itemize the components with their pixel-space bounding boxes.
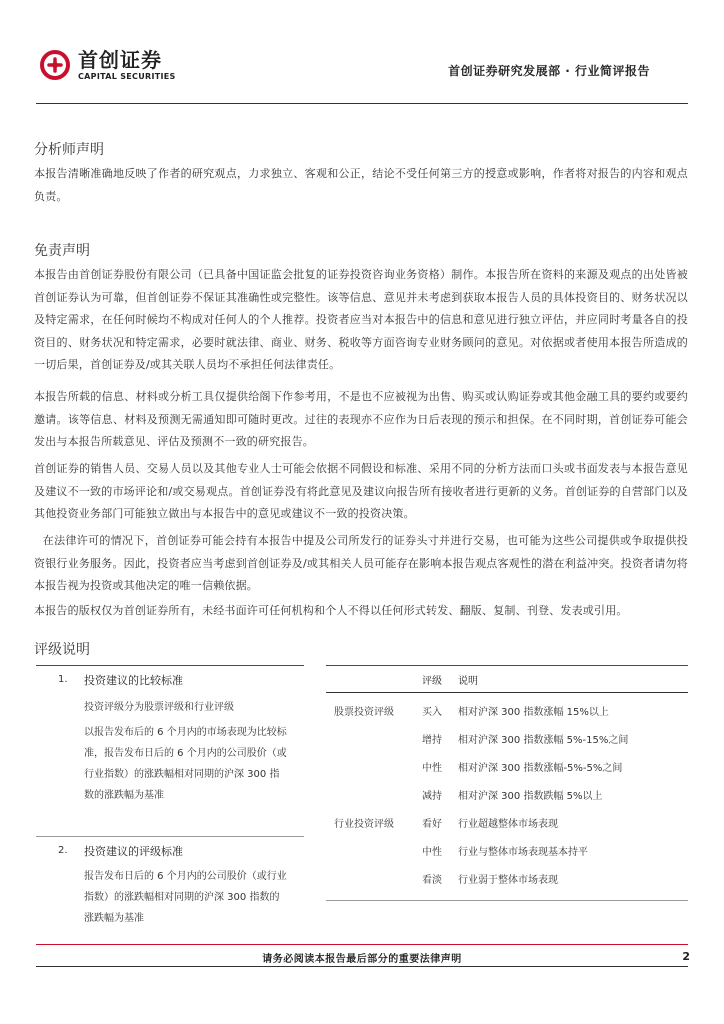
- report-header-title: 首创证券研究发展部 · 行业简评报告: [448, 64, 650, 78]
- rating-left-top-rule: [36, 665, 304, 666]
- rating-title: 评级说明: [34, 642, 90, 658]
- rating-item-heading: 投资建议的比较标准: [84, 674, 183, 687]
- rating-table-header-rule: [326, 692, 688, 693]
- rating-table-grade: 看好: [422, 819, 442, 830]
- rating-table-desc: 相对沪深 300 指数跌幅 5%以上: [458, 791, 603, 802]
- disclaimer-paragraph: 本报告由首创证券股份有限公司（已具备中国证监会批复的证券投资咨询业务资格）制作。本报告所在资料的来源及观点的出处皆被首创证券认为可靠，但首创证券不保证其准确性或完整性。该等信息、意见并未考虑到获取本报告人员的具体投资目的、财务状况以及特定需求，在任何时候均不构成对任何人的个人推荐。投资者应当对本报告中的信息和意见进行独立评估，并应同时考量各自的投资目的、财务状况和特定需求，必要时就法律、商业、财务、税收等方面咨询专业财务顾问的意见。对依据或者使用本报告所造成的一切后果，首创证券及/或其关联人员均不承担任何法律责任。: [34, 268, 688, 371]
- disclaimer-title: 免责声明: [34, 243, 90, 259]
- rating-table-desc: 相对沪深 300 指数涨幅 5%-15%之间: [458, 735, 629, 746]
- rating-table-grade: 买入: [422, 707, 442, 718]
- page-number: 2: [682, 950, 690, 963]
- rating-table-grade: 中性: [422, 763, 442, 774]
- disclaimer-paragraph: 本报告所载的信息、材料或分析工具仅提供给阁下作参考用，不是也不应被视为出售、购买或认购证券或其他金融工具的要约或要约邀请。该等信息、材料及预测无需通知即可随时更改。过往的表现亦不应作为日后表现的预示和担保。在不同时期，首创证券可能会发出与本报告所载意见、评估及预测不一致的研究报告。: [34, 390, 688, 448]
- analyst-statement-title: 分析师声明: [34, 142, 104, 158]
- rating-item-line: 以报告发布后的 6 个月内的市场表现为比较标准，报告发布日后的 6 个月内的公司股价（或行业指数）的涨跌幅相对同期的沪深 300 指数的涨跌幅为基准: [84, 727, 287, 801]
- header-divider: [36, 103, 688, 104]
- rating-item-line: 投资评级分为股票评级和行业评级: [84, 702, 234, 713]
- rating-table-desc: 相对沪深 300 指数涨幅 15%以上: [458, 707, 609, 718]
- rating-item-heading: 投资建议的评级标准: [84, 845, 183, 858]
- rating-table-desc: 行业弱于整体市场表现: [458, 875, 558, 886]
- footer-red-rule: [36, 944, 688, 945]
- rating-table-top-rule: [326, 665, 688, 666]
- rating-item-line: 报告发布日后的 6 个月内的公司股价（或行业指数）的涨跌幅相对同期的沪深 300 指数的涨跌幅为基准: [84, 871, 287, 924]
- rating-table-group-label: 行业投资评级: [334, 819, 394, 830]
- analyst-statement-text: 本报告清晰准确地反映了作者的研究观点，力求独立、客观和公正，结论不受任何第三方的授意或影响，作者将对报告的内容和观点负责。: [34, 167, 688, 203]
- rating-table-header-desc: 说明: [458, 676, 478, 687]
- rating-table-grade: 中性: [422, 847, 442, 858]
- rating-left-mid-rule: [36, 836, 304, 837]
- rating-table-header-grade: 评级: [422, 676, 442, 687]
- logo-english-name: CAPITAL SECURITIES: [78, 72, 176, 81]
- rating-table-grade: 看淡: [422, 875, 442, 886]
- disclaimer-paragraph: 本报告的版权仅为首创证券所有，未经书面许可任何机构和个人不得以任何形式转发、翻版、复制、刊登、发表或引用。: [34, 604, 628, 617]
- rating-table-desc: 相对沪深 300 指数涨幅-5%-5%之间: [458, 763, 623, 774]
- footer-black-rule: [36, 966, 688, 967]
- rating-table-bottom-rule: [326, 900, 688, 901]
- rating-table-group-label: 股票投资评级: [334, 707, 394, 718]
- rating-table-grade: 增持: [422, 735, 442, 746]
- rating-item-number: 1.: [58, 674, 68, 685]
- rating-table-grade: 减持: [422, 791, 442, 802]
- disclaimer-paragraph: 在法律许可的情况下，首创证券可能会持有本报告中提及公司所发行的证券头寸并进行交易，也可能为这些公司提供或争取提供投资银行业务服务。因此，投资者应当考虑到首创证券及/或其相关人员可能存在影响本报告观点客观性的潜在利益冲突。投资者请勿将本报告视为投资或其他决定的唯一信赖依据。: [34, 534, 688, 592]
- disclaimer-paragraph: 首创证券的销售人员、交易人员以及其他专业人士可能会依据不同假设和标准、采用不同的分析方法而口头或书面发表与本报告意见及建议不一致的市场评论和/或交易观点。首创证券没有将此意见及建议向报告所有接收者进行更新的义务。首创证券的自营部门以及其他投资业务部门可能独立做出与本报告中的意见或建议不一致的投资决策。: [34, 462, 688, 520]
- rating-item-number: 2.: [58, 845, 68, 856]
- rating-table-desc: 行业与整体市场表现基本持平: [458, 847, 588, 858]
- footer-legal-notice: 请务必阅读本报告最后部分的重要法律声明: [262, 954, 462, 965]
- logo-chinese-name: 首创证券: [78, 48, 162, 72]
- rating-table-desc: 行业超越整体市场表现: [458, 819, 558, 830]
- capital-securities-logo-icon: [40, 50, 70, 80]
